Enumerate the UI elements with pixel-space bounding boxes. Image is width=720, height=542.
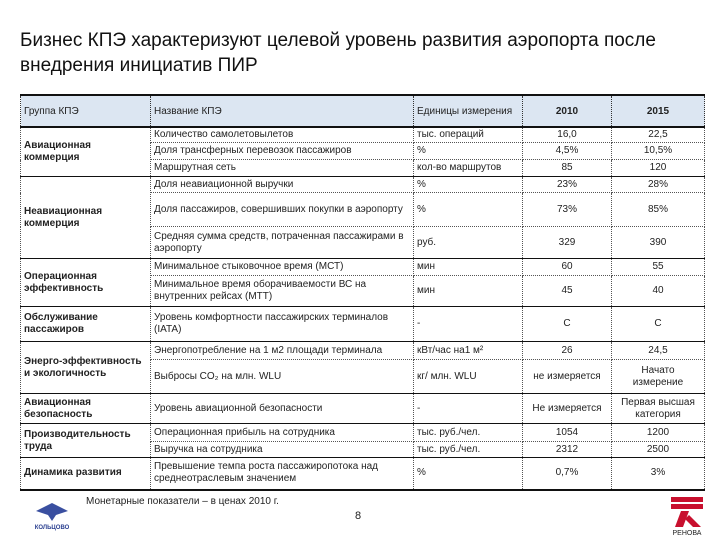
kpi-name: Уровень комфортности пассажирских терминалов (IATA) xyxy=(151,307,414,342)
kpi-2015: 390 xyxy=(612,227,705,259)
kpi-name: Доля трансферных перевозок пассажиров xyxy=(151,143,414,160)
kpi-units: % xyxy=(414,177,523,193)
kpi-2015: Начато измерение xyxy=(612,360,705,394)
kpi-2010: 1054 xyxy=(523,424,612,442)
kpi-2010: C xyxy=(523,307,612,342)
kpi-name: Количество самолетовылетов xyxy=(151,127,414,143)
kpi-2015: 85% xyxy=(612,193,705,227)
header-units: Единицы измерения xyxy=(414,95,523,127)
koltsovo-logo xyxy=(30,497,74,537)
kpi-name: Доля неавиационной выручки xyxy=(151,177,414,193)
kpi-units: руб. xyxy=(414,227,523,259)
kpi-name: Энергопотребление на 1 м2 площади терминала xyxy=(151,342,414,360)
kpi-group: Динамика развития xyxy=(21,458,151,490)
table-row xyxy=(21,127,705,143)
kpi-2010: не измеряется xyxy=(523,360,612,394)
kpi-2010: 23% xyxy=(523,177,612,193)
kpi-2015: 2500 xyxy=(612,442,705,458)
kpi-units: мин xyxy=(414,276,523,307)
table-row xyxy=(21,177,705,193)
kpi-2015: C xyxy=(612,307,705,342)
header-2015: 2015 xyxy=(612,95,705,127)
kpi-group: Обслуживание пассажиров xyxy=(21,307,151,342)
kpi-group: Энерго-эффективность и экологичность xyxy=(21,342,151,394)
kpi-group: Операционная эффективность xyxy=(21,259,151,307)
kpi-2010: Не измеряется xyxy=(523,394,612,424)
kpi-table xyxy=(20,94,705,491)
kpi-2010: 2312 xyxy=(523,442,612,458)
renova-logo xyxy=(667,495,707,537)
kpi-2010: 26 xyxy=(523,342,612,360)
kpi-units: кол-во маршрутов xyxy=(414,160,523,177)
kpi-2010: 4,5% xyxy=(523,143,612,160)
kpi-name: Минимальное время оборачиваемости ВС на внутренних рейсах (МТТ) xyxy=(151,276,414,307)
kpi-2015: 22,5 xyxy=(612,127,705,143)
kpi-name: Маршрутная сеть xyxy=(151,160,414,177)
kpi-units: % xyxy=(414,193,523,227)
kpi-units: % xyxy=(414,458,523,490)
kpi-2010: 73% xyxy=(523,193,612,227)
kpi-group: Авиационная безопасность xyxy=(21,394,151,424)
kpi-units: кг/ млн. WLU xyxy=(414,360,523,394)
slide-title: Бизнес КПЭ характеризуют целевой уровень развития аэропорта после внедрения инициатив ПИР xyxy=(20,30,656,76)
kpi-2015: 120 xyxy=(612,160,705,177)
kpi-2010: 0,7% xyxy=(523,458,612,490)
kpi-2010: 329 xyxy=(523,227,612,259)
footnote: Монетарные показатели – в ценах 2010 г. xyxy=(86,496,279,507)
svg-text:КОЛЬЦОВО: КОЛЬЦОВО xyxy=(34,525,70,531)
kpi-group: Авиационная коммерция xyxy=(21,127,151,177)
kpi-units: кВт/час на1 м² xyxy=(414,342,523,360)
table-row xyxy=(21,259,705,276)
kpi-name: Минимальное стыковочное время (МСТ) xyxy=(151,259,414,276)
page-number: 8 xyxy=(355,510,362,522)
kpi-name: Средняя сумма средств, потраченная пассажирами в аэропорту xyxy=(151,227,414,259)
table-row xyxy=(21,342,705,360)
kpi-2010: 85 xyxy=(523,160,612,177)
table-row xyxy=(21,458,705,490)
kpi-2015: Первая высшая категория xyxy=(612,394,705,424)
kpi-units: - xyxy=(414,394,523,424)
kpi-units: тыс. руб./чел. xyxy=(414,424,523,442)
header-group: Группа КПЭ xyxy=(21,95,151,127)
kpi-2015: 28% xyxy=(612,177,705,193)
kpi-group: Производительность труда xyxy=(21,424,151,458)
svg-text:РЕНОВА: РЕНОВА xyxy=(672,530,702,537)
kpi-name: Выбросы CO₂ на млн. WLU xyxy=(151,360,414,394)
kpi-units: мин xyxy=(414,259,523,276)
kpi-2010: 16,0 xyxy=(523,127,612,143)
table-header xyxy=(21,95,705,127)
kpi-units: % xyxy=(414,143,523,160)
kpi-2010: 45 xyxy=(523,276,612,307)
header-2010: 2010 xyxy=(523,95,612,127)
kpi-group: Неавиационная коммерция xyxy=(21,177,151,259)
kpi-2010: 60 xyxy=(523,259,612,276)
table-row xyxy=(21,394,705,424)
kpi-2015: 3% xyxy=(612,458,705,490)
kpi-name: Уровень авиационной безопасности xyxy=(151,394,414,424)
kpi-2015: 24,5 xyxy=(612,342,705,360)
header-name: Название КПЭ xyxy=(151,95,414,127)
kpi-2015: 55 xyxy=(612,259,705,276)
kpi-units: тыс. операций xyxy=(414,127,523,143)
table-row xyxy=(21,424,705,442)
kpi-name: Выручка на сотрудника xyxy=(151,442,414,458)
kpi-units: - xyxy=(414,307,523,342)
table-row xyxy=(21,307,705,342)
kpi-2015: 1200 xyxy=(612,424,705,442)
kpi-name: Превышение темпа роста пассажиропотока над среднеотраслевым значением xyxy=(151,458,414,490)
kpi-name: Доля пассажиров, совершивших покупки в аэропорту xyxy=(151,193,414,227)
kpi-2015: 10,5% xyxy=(612,143,705,160)
kpi-name: Операционная прибыль на сотрудника xyxy=(151,424,414,442)
kpi-units: тыс. руб./чел. xyxy=(414,442,523,458)
kpi-2015: 40 xyxy=(612,276,705,307)
